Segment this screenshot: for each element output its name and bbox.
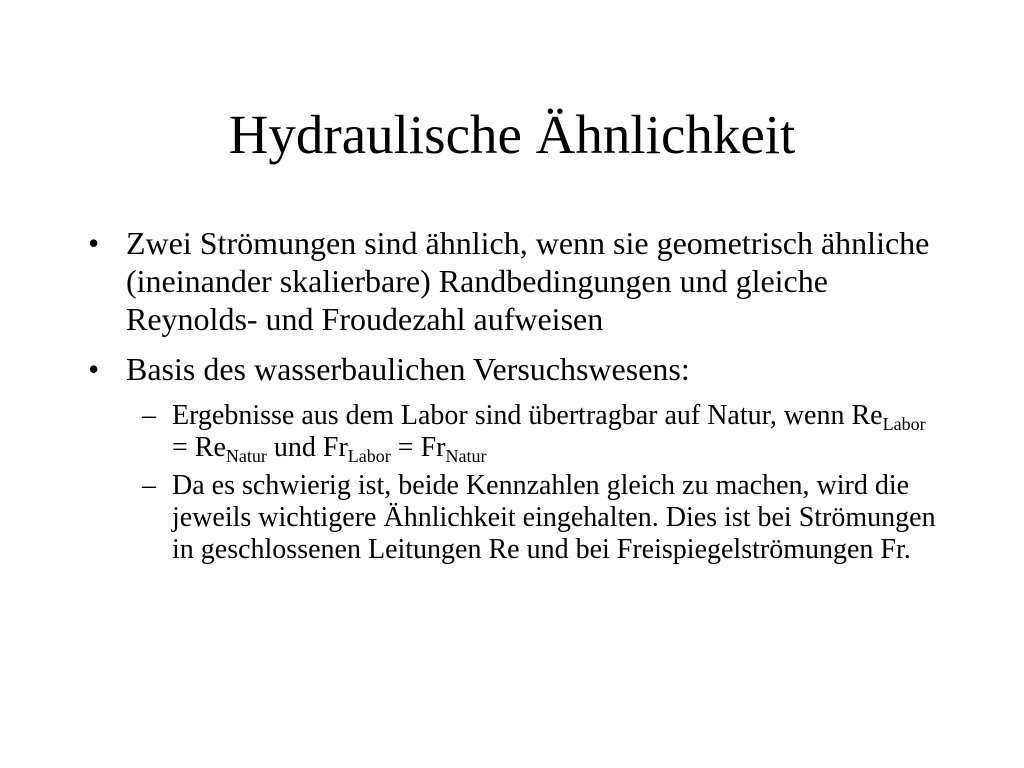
subbullet-text: Da es schwierig ist, beide Kennzahlen gleich zu machen, wird die jeweils wichtigere Ähnlichkeit eingehalten. Dies ist bei Strömungen in geschlossenen Leitungen Re und bei Freispiegelströmungen Fr. — [172, 470, 936, 565]
formula-fr-2: Fr — [420, 432, 446, 463]
formula-und: und — [266, 432, 323, 463]
formula-sub-natur-2: Natur — [445, 446, 487, 466]
formula-re: Re — [851, 400, 883, 431]
subbullet-text — [172, 400, 926, 466]
slide-body — [86, 224, 946, 572]
subbullet-item — [86, 400, 946, 464]
bullet-text: Zwei Strömungen sind ähnlich, wenn sie geometrisch ähnliche (ineinander skalierbare) Randbedingungen und gleiche Reynolds- und Froudezahl aufweisen — [126, 225, 930, 337]
formula-equals: = — [172, 432, 195, 463]
formula-fr: Fr — [322, 432, 348, 463]
subbullet-marker: – — [142, 470, 156, 501]
formula-re-2: Re — [194, 432, 226, 463]
bullet-item — [86, 350, 946, 388]
slide-title: Hydraulische Ähnlichkeit — [228, 104, 796, 165]
bullet-marker: • — [88, 225, 100, 261]
formula-equals-2: = — [390, 432, 421, 463]
bullet-text: Basis des wasserbaulichen Versuchswesens: — [126, 351, 690, 387]
formula-sub-labor: Labor — [882, 414, 926, 434]
subbullet-prefix: Ergebnisse aus dem Labor sind übertragbar auf Natur, wenn — [172, 400, 852, 431]
formula-sub-labor-2: Labor — [347, 446, 391, 466]
bullet-item — [86, 224, 946, 338]
formula-sub-natur: Natur — [225, 446, 267, 466]
subbullet-item — [86, 470, 946, 566]
bullet-marker: • — [88, 351, 100, 387]
subbullet-marker: – — [142, 400, 156, 431]
